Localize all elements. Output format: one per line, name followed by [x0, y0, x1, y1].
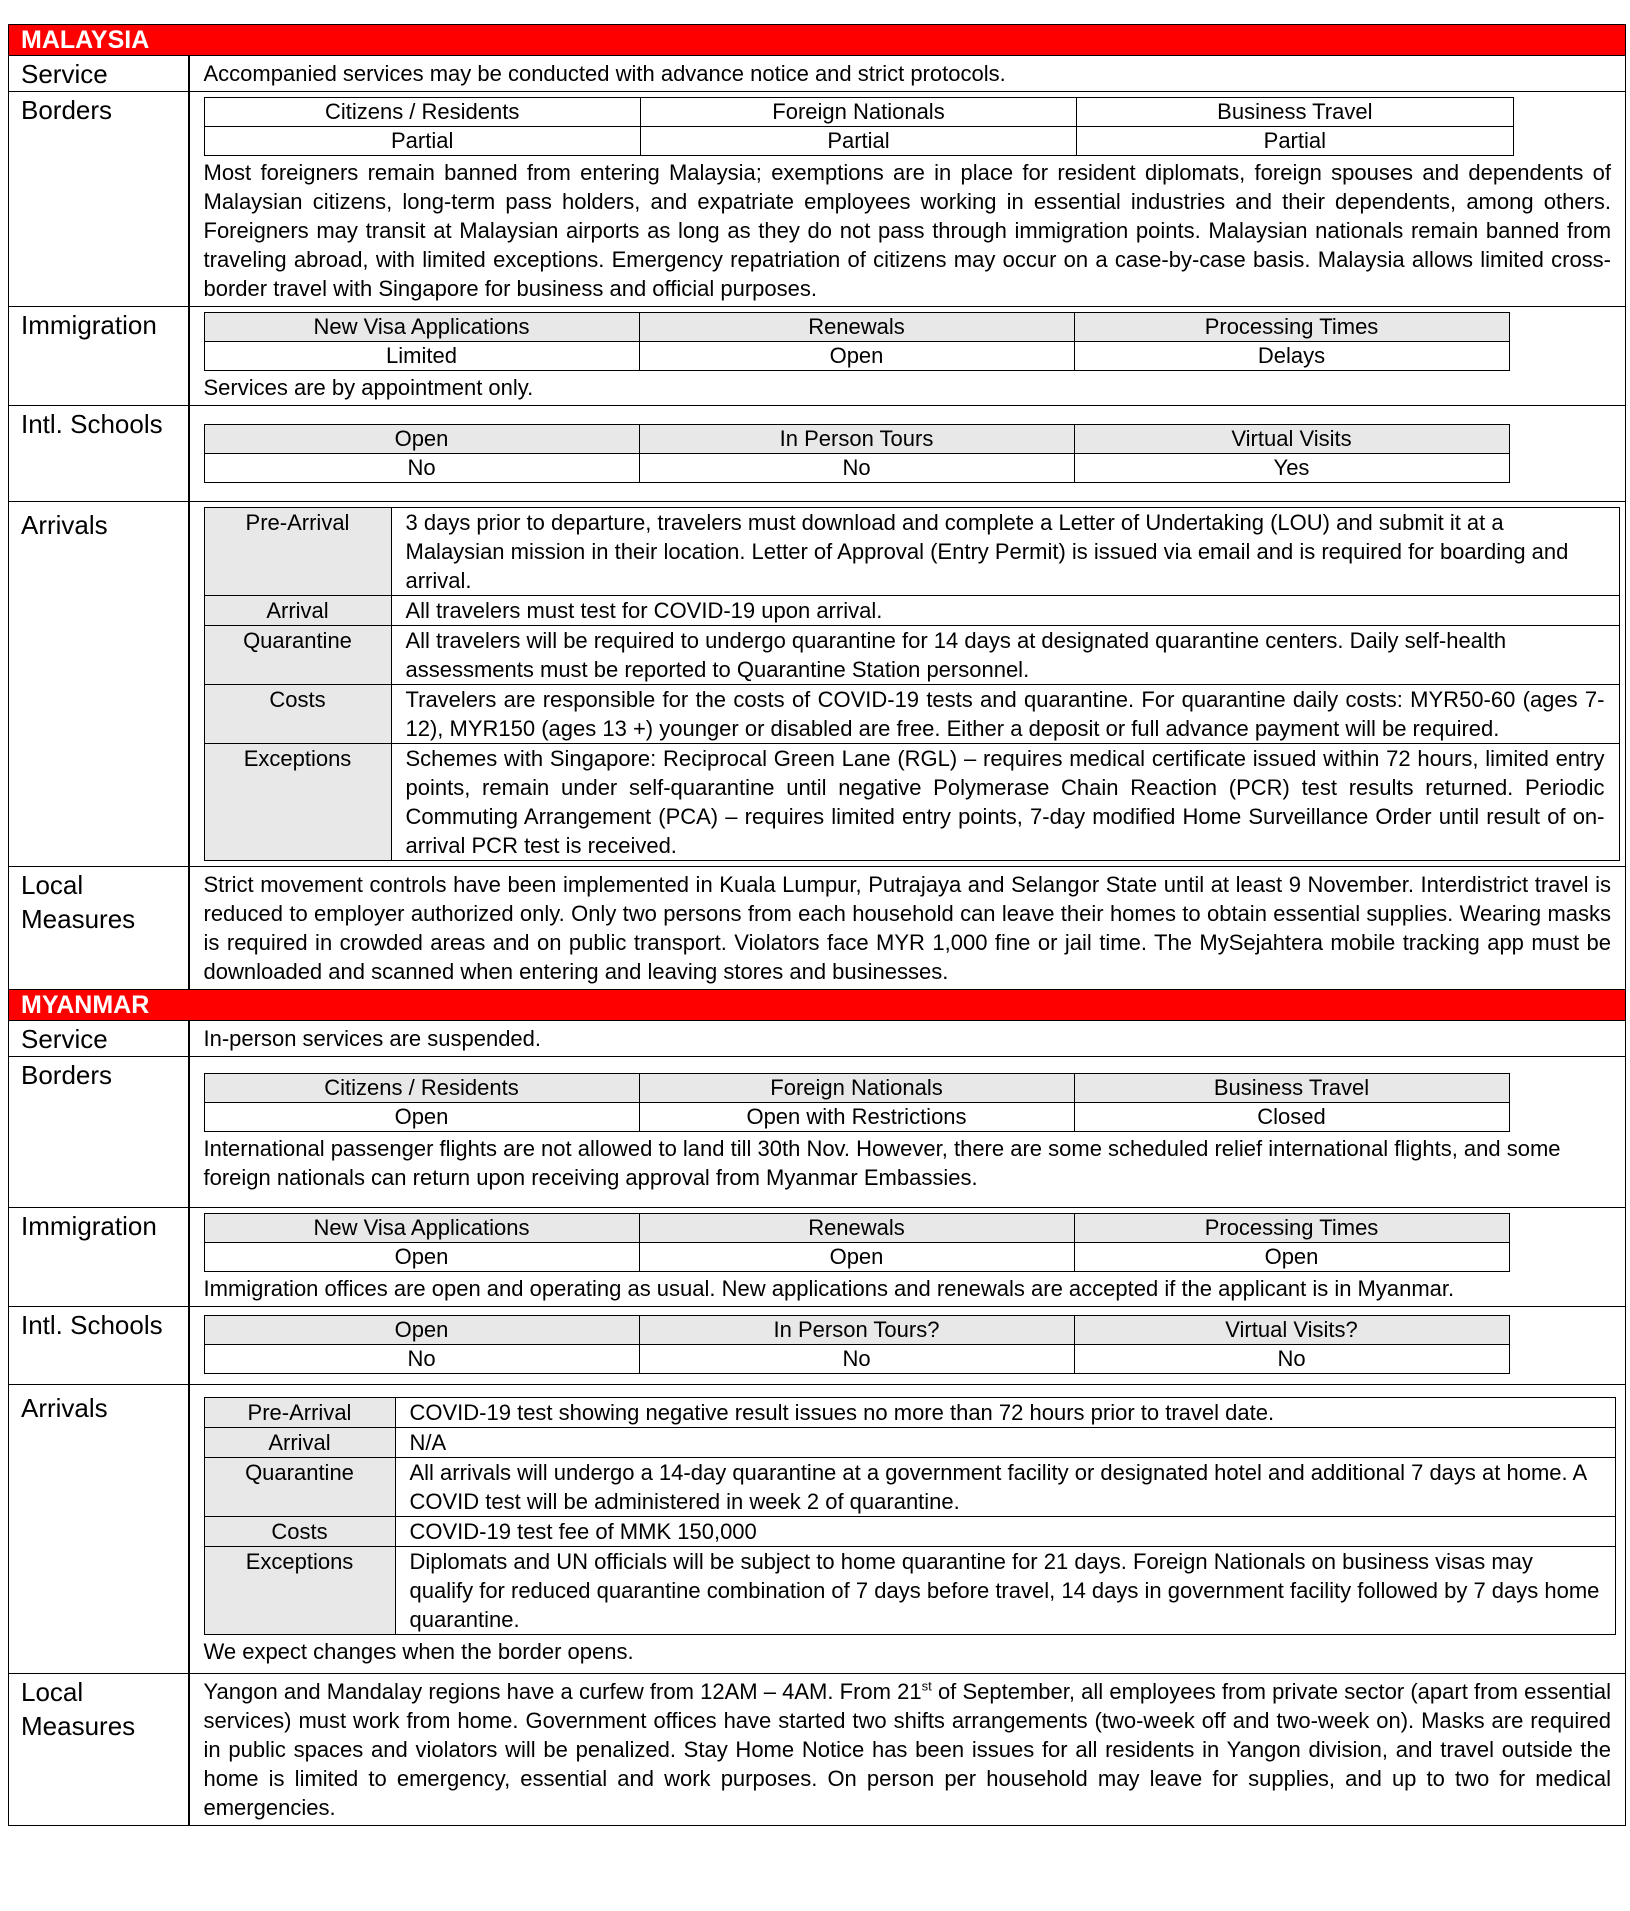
arrivals-head-arrival: Arrival [204, 596, 391, 626]
row-label-service: Service [9, 1021, 189, 1057]
malaysia-local-row [9, 867, 1626, 990]
schools-header-tours: In Person Tours [639, 425, 1074, 454]
myanmar-schools-row [9, 1307, 1626, 1385]
schools-header-virtual: Virtual Visits [1074, 425, 1509, 454]
borders-header-foreign: Foreign Nationals [640, 98, 1076, 127]
immigration-status-table [204, 1213, 1510, 1272]
schools-value-tours: No [639, 1345, 1074, 1374]
malaysia-schools-row [9, 406, 1626, 502]
arrivals-value-costs: COVID-19 test fee of MMK 150,000 [395, 1517, 1615, 1547]
schools-content [189, 1307, 1626, 1385]
arrivals-head-pre-arrival: Pre-Arrival [204, 508, 391, 596]
borders-status-table [204, 1073, 1510, 1132]
arrivals-row-exceptions [204, 1547, 1615, 1635]
borders-text: Most foreigners remain banned from entering Malaysia; exemptions are in place for resident diplomats, foreign spouses and dependents of Malaysian citizens, long-term pass holders, and expatriate employees working in essential industries and their dependents, among others. Foreigners may transit at Malaysian airports as long as they do not pass through immigration points. Malaysian nationals remain banned from traveling abroad, with limited exceptions. Emergency repatriation of citizens may occur on a case-by-case basis. Malaysia allows limited cross-border travel with Singapore for business and official purposes. [203, 160, 1612, 301]
borders-value-citizens: Partial [204, 127, 640, 156]
arrivals-head-pre-arrival: Pre-Arrival [204, 1398, 395, 1428]
borders-value-foreign: Open with Restrictions [639, 1103, 1074, 1132]
local-label-line2: Measures [21, 1711, 136, 1741]
country-report-sheet [8, 24, 1625, 1826]
malaysia-arrivals-row [9, 502, 1626, 867]
schools-header-open: Open [204, 1316, 639, 1345]
local-measures-text: Strict movement controls have been implemented in Kuala Lumpur, Putrajaya and Selangor State until at least 9 November. Interdistrict travel is reduced to employer authorized only. Only two persons from each household can leave their homes to obtain essential supplies. Wearing masks is required in crowded areas and on public transport. Violators face MYR 1,000 fine or jail time. The MySejahtera mobile tracking app must be downloaded and scanned when entering and leaving stores and businesses. [189, 867, 1626, 990]
arrivals-table [204, 1397, 1616, 1635]
row-label-service: Service [9, 56, 189, 92]
borders-text: International passenger flights are not allowed to land till 30th Nov. However, there are some scheduled relief international flights, and some foreign nationals can return upon receiving approval from Myanmar Embassies. [203, 1136, 1561, 1190]
borders-header-citizens: Citizens / Residents [204, 98, 640, 127]
arrivals-row-quarantine [204, 1458, 1615, 1517]
row-label-local-measures [9, 867, 189, 990]
immigration-content [189, 1208, 1626, 1307]
arrivals-head-costs: Costs [204, 685, 391, 744]
arrivals-value-quarantine: All arrivals will undergo a 14-day quarantine at a government facility or designated hotel and additional 7 days at home. A COVID test will be administered in week 2 of quarantine. [395, 1458, 1615, 1517]
arrivals-row-pre-arrival [204, 1398, 1615, 1428]
arrivals-value-exceptions: Diplomats and UN officials will be subject to home quarantine for 21 days. Foreign Nationals on business visas may qualify for reduced quarantine combination of 7 days before travel, 14 days in government facility followed by 7 days home quarantine. [395, 1547, 1615, 1635]
local-measures-text [189, 1674, 1626, 1826]
immigration-value-new-visa: Limited [204, 342, 639, 371]
arrivals-row-pre-arrival [204, 508, 1619, 596]
arrivals-value-quarantine: All travelers will be required to undergo quarantine for 14 days at designated quarantine centers. Daily self-health assessments must be reported to Quarantine Station personnel. [391, 626, 1619, 685]
borders-value-foreign: Partial [640, 127, 1076, 156]
immigration-header-new-visa: New Visa Applications [204, 313, 639, 342]
arrivals-content [189, 1385, 1626, 1674]
borders-content [189, 92, 1626, 307]
row-label-schools: Intl. Schools [9, 1307, 189, 1385]
row-label-immigration: Immigration [9, 1208, 189, 1307]
schools-header-tours: In Person Tours? [639, 1316, 1074, 1345]
borders-header-citizens: Citizens / Residents [204, 1074, 639, 1103]
myanmar-arrivals-row [9, 1385, 1626, 1674]
row-label-borders: Borders [9, 92, 189, 307]
immigration-header-new-visa: New Visa Applications [204, 1214, 639, 1243]
myanmar-header-row [9, 990, 1626, 1021]
arrivals-row-arrival [204, 596, 1619, 626]
immigration-header-renewals: Renewals [639, 1214, 1074, 1243]
row-label-borders: Borders [9, 1057, 189, 1208]
borders-status-table [204, 97, 1514, 156]
arrivals-row-costs [204, 1517, 1615, 1547]
immigration-text: Immigration offices are open and operating as usual. New applications and renewals are accepted if the applicant is in Myanmar. [203, 1276, 1455, 1301]
row-label-immigration: Immigration [9, 307, 189, 406]
schools-value-open: No [204, 454, 639, 483]
schools-status-table [204, 424, 1510, 483]
schools-value-virtual: Yes [1074, 454, 1509, 483]
immigration-status-table [204, 312, 1510, 371]
row-label-schools: Intl. Schools [9, 406, 189, 502]
row-label-local-measures [9, 1674, 189, 1826]
arrivals-head-arrival: Arrival [204, 1428, 395, 1458]
schools-value-virtual: No [1074, 1345, 1509, 1374]
myanmar-local-row [9, 1674, 1626, 1826]
immigration-value-renewals: Open [639, 1243, 1074, 1272]
arrivals-value-arrival: N/A [395, 1428, 1615, 1458]
local-label-line2: Measures [21, 904, 136, 934]
row-label-arrivals: Arrivals [9, 1385, 189, 1674]
malaysia-borders-row [9, 92, 1626, 307]
immigration-value-processing: Open [1074, 1243, 1509, 1272]
service-text: Accompanied services may be conducted with advance notice and strict protocols. [189, 56, 1626, 92]
arrivals-head-costs: Costs [204, 1517, 395, 1547]
local-label-line1: Local [21, 1677, 84, 1707]
immigration-value-new-visa: Open [204, 1243, 639, 1272]
myanmar-immigration-row [9, 1208, 1626, 1307]
arrivals-content [189, 502, 1626, 867]
country-title-malaysia: MALAYSIA [9, 25, 1626, 56]
immigration-header-renewals: Renewals [639, 313, 1074, 342]
local-label-line1: Local [21, 870, 84, 900]
schools-header-virtual: Virtual Visits? [1074, 1316, 1509, 1345]
borders-header-foreign: Foreign Nationals [639, 1074, 1074, 1103]
borders-content [189, 1057, 1626, 1208]
myanmar-borders-row [9, 1057, 1626, 1208]
myanmar-service-row [9, 1021, 1626, 1057]
local-text-part2: of September, all employees from private sector (apart from essential services) must work from home. Government offices have started two shifts arrangements (two-week off and two-week on). Masks are required in public spaces and violators will be penalized. Stay Home Notice has been issues for all residents in Yangon division, and travel outside the home is limited to emergency, essential and work purposes. On person per household may leave for supplies, and up to two for medical emergencies. [203, 1679, 1612, 1820]
arrivals-head-quarantine: Quarantine [204, 1458, 395, 1517]
borders-header-business: Business Travel [1074, 1074, 1509, 1103]
immigration-value-processing: Delays [1074, 342, 1509, 371]
country-table [8, 24, 1626, 1826]
schools-status-table [204, 1315, 1510, 1374]
immigration-value-renewals: Open [639, 342, 1074, 371]
schools-value-open: No [204, 1345, 639, 1374]
arrivals-value-pre-arrival: COVID-19 test showing negative result issues no more than 72 hours prior to travel date. [395, 1398, 1615, 1428]
immigration-text: Services are by appointment only. [203, 375, 534, 400]
arrivals-row-exceptions [204, 744, 1619, 861]
malaysia-immigration-row [9, 307, 1626, 406]
arrivals-value-pre-arrival: 3 days prior to departure, travelers must download and complete a Letter of Undertaking (LOU) and submit it at a Malaysian mission in their location. Letter of Approval (Entry Permit) is issued via email and is required for boarding and arrival. [391, 508, 1619, 596]
malaysia-service-row [9, 56, 1626, 92]
borders-header-business: Business Travel [1077, 98, 1513, 127]
malaysia-header-row [9, 25, 1626, 56]
row-label-arrivals: Arrivals [9, 502, 189, 867]
country-title-myanmar: MYANMAR [9, 990, 1626, 1021]
arrivals-row-quarantine [204, 626, 1619, 685]
arrivals-note: We expect changes when the border opens. [203, 1639, 634, 1664]
borders-value-business: Partial [1077, 127, 1513, 156]
arrivals-head-exceptions: Exceptions [204, 744, 391, 861]
schools-value-tours: No [639, 454, 1074, 483]
local-text-ordinal: st [921, 1678, 932, 1694]
arrivals-value-costs: Travelers are responsible for the costs of COVID-19 tests and quarantine. For quarantine daily costs: MYR50-60 (ages 7-12), MYR150 (ages 13 +) younger or disabled are free. Either a deposit or full advance payment will be required. [391, 685, 1619, 744]
immigration-content [189, 307, 1626, 406]
immigration-header-processing: Processing Times [1074, 313, 1509, 342]
local-text-part1: Yangon and Mandalay regions have a curfew from 12AM – 4AM. From 21 [203, 1679, 922, 1704]
arrivals-value-arrival: All travelers must test for COVID-19 upon arrival. [391, 596, 1619, 626]
arrivals-table [204, 507, 1620, 861]
arrivals-value-exceptions: Schemes with Singapore: Reciprocal Green Lane (RGL) – requires medical certificate issued within 72 hours, limited entry points, remain under self-quarantine until negative Polymerase Chain Reaction (PCR) test results returned. Periodic Commuting Arrangement (PCA) – requires limited entry points, 7-day modified Home Surveillance Order until result of on-arrival PCR test is received. [391, 744, 1619, 861]
immigration-header-processing: Processing Times [1074, 1214, 1509, 1243]
borders-value-citizens: Open [204, 1103, 639, 1132]
service-text: In-person services are suspended. [189, 1021, 1626, 1057]
schools-header-open: Open [204, 425, 639, 454]
arrivals-row-arrival [204, 1428, 1615, 1458]
schools-content [189, 406, 1626, 502]
borders-value-business: Closed [1074, 1103, 1509, 1132]
arrivals-head-quarantine: Quarantine [204, 626, 391, 685]
arrivals-row-costs [204, 685, 1619, 744]
arrivals-head-exceptions: Exceptions [204, 1547, 395, 1635]
